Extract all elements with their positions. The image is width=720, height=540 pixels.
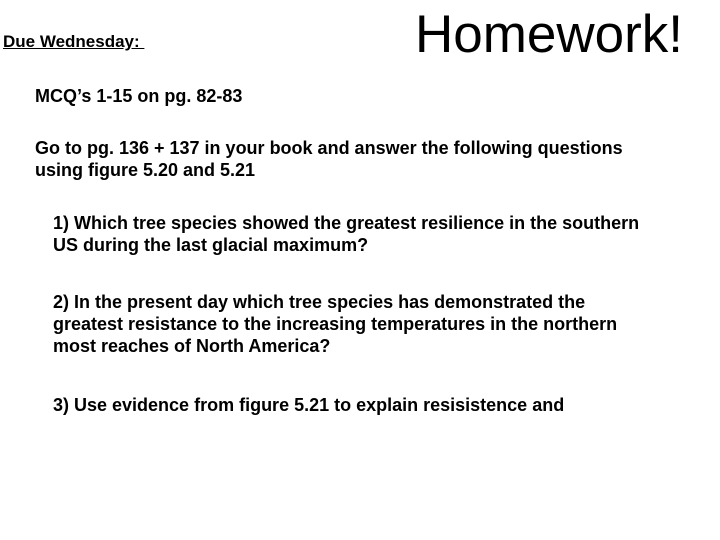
question-line: most reaches of North America?: [53, 336, 331, 356]
question-3: [53, 394, 564, 416]
question-line: 2) In the present day which tree species has demonstrated the: [53, 292, 586, 312]
mcq-assignment: MCQ’s 1-15 on pg. 82-83: [35, 86, 243, 106]
question-line: US during the last glacial maximum?: [53, 235, 369, 255]
question-line: greatest resistance to the increasing temperatures in the northern: [53, 314, 618, 334]
page-title: Homework!: [415, 5, 684, 64]
due-date-label: Due Wednesday:: [3, 32, 145, 51]
book-instructions: [35, 137, 623, 181]
question-line: 1) Which tree species showed the greatest resilience in the southern: [53, 213, 640, 233]
question-line: 3) Use evidence from figure 5.21 to explain resisistence and: [53, 395, 565, 415]
book-instructions-line: Go to pg. 136 + 137 in your book and answer the following questions: [35, 138, 623, 158]
book-instructions-line: using figure 5.20 and 5.21: [35, 160, 256, 180]
question-2: [53, 291, 617, 357]
question-1: [53, 212, 639, 256]
